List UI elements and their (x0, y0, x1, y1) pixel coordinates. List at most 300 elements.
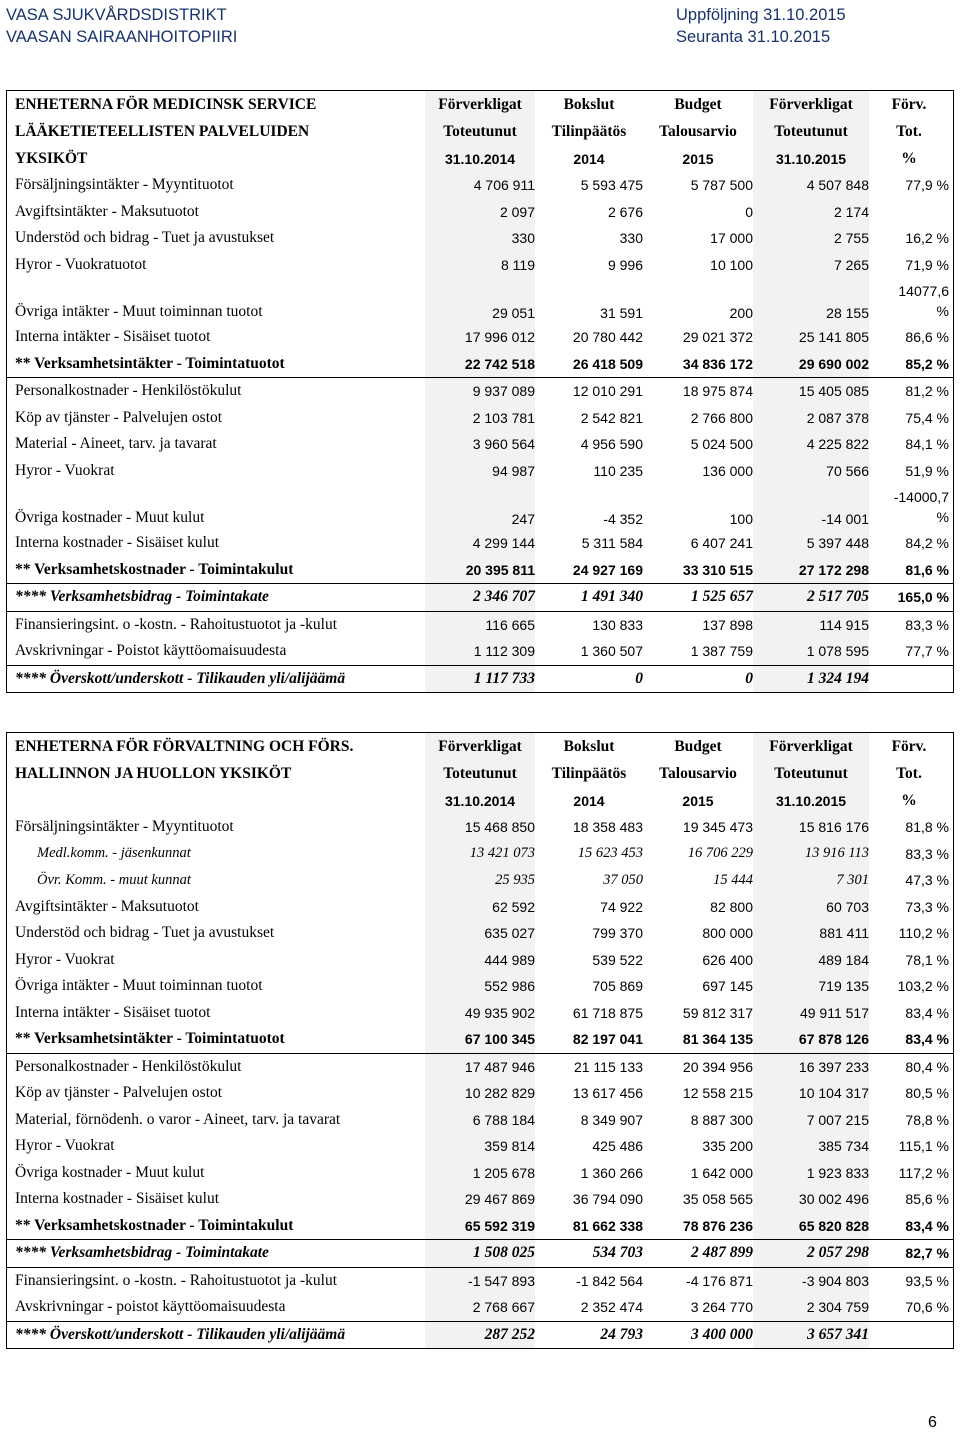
row-value: 5 397 448 (806, 535, 869, 552)
row-value: 59 812 317 (682, 1004, 753, 1021)
row-value: 7 301 (836, 871, 869, 888)
column-header: Förv. (891, 95, 927, 113)
row-value: 78,1 % (905, 951, 949, 968)
row-label: Försäljningsintäkter - Myyntituotot (15, 818, 234, 836)
row-value (869, 666, 953, 693)
column-header: Toteutunut (774, 122, 848, 140)
table-row (7, 351, 953, 378)
row-value: 626 400 (702, 951, 753, 968)
row-value: 70 566 (826, 462, 869, 479)
table-row (7, 665, 953, 693)
column-header: Toteutunut (443, 764, 517, 782)
row-value: 33 310 515 (682, 561, 753, 578)
row-value: 1 387 759 (690, 643, 753, 660)
row-label: **** Verksamhetsbidrag - Toimintakate (15, 1244, 269, 1262)
row-value: -3 904 803 (802, 1272, 869, 1289)
row-value: 1 923 833 (806, 1164, 869, 1181)
row-value: 1 078 595 (806, 643, 869, 660)
row-value: 489 184 (818, 951, 869, 968)
row-value: 1 117 733 (473, 669, 535, 687)
row-label: Köp av tjänster - Palvelujen ostot (15, 408, 223, 426)
row-value: 83,4 % (905, 1004, 949, 1021)
row-label: Försäljningsintäkter - Myyntituotot (15, 176, 234, 194)
row-value: 247 (511, 511, 535, 527)
row-value: 77,7 % (905, 643, 949, 660)
row-value: 15 623 453 (577, 845, 643, 862)
table-row (7, 458, 953, 485)
row-value: 84,1 % (905, 436, 949, 453)
row-label: Personalkostnader - Henkilöstökulut (15, 1057, 242, 1075)
header-org (6, 4, 237, 48)
row-value: 130 833 (592, 616, 643, 633)
row-value: 49 935 902 (464, 1004, 535, 1021)
row-value: 719 135 (818, 978, 869, 995)
row-value: 78 876 236 (682, 1217, 753, 1234)
row-value: 705 869 (592, 978, 643, 995)
row-value: 335 200 (702, 1138, 753, 1155)
row-value: 330 (511, 230, 535, 247)
row-value: 2 487 899 (691, 1244, 753, 1262)
row-value: 10 104 317 (798, 1085, 869, 1102)
row-value: 37 050 (603, 871, 643, 888)
row-value: 83,4 % (905, 1031, 949, 1048)
table-row (7, 1321, 953, 1349)
column-header: Tot. (896, 122, 922, 140)
row-value: 1 360 507 (580, 643, 643, 660)
header-row (7, 145, 953, 172)
row-value: 635 027 (484, 925, 535, 942)
row-value: 4 706 911 (473, 177, 535, 194)
column-header: Tot. (896, 764, 922, 782)
percent-value: 14077,6 (898, 283, 949, 299)
row-value: 5 787 500 (690, 177, 753, 194)
row-value: 2 768 667 (472, 1299, 535, 1316)
header-row (7, 91, 953, 118)
row-value: 1 205 678 (472, 1164, 535, 1181)
row-value (869, 484, 953, 530)
row-value: 15 444 (713, 871, 753, 888)
table-row (7, 920, 953, 947)
table-row (7, 1213, 953, 1240)
row-value: 165,0 % (897, 589, 949, 606)
row-value: 1 525 657 (691, 588, 753, 606)
row-value: 136 000 (702, 462, 753, 479)
row-label: Avskrivningar - poistot käyttöomaisuudesta (15, 1298, 286, 1316)
row-value: 61 718 875 (572, 1004, 643, 1021)
column-header: 2014 (573, 150, 605, 167)
row-value: 137 898 (702, 616, 753, 633)
row-label: Övriga intäkter - Muut toiminnan tuotot (15, 303, 263, 320)
row-value: 82 197 041 (572, 1031, 643, 1048)
row-value: 81,6 % (905, 561, 949, 578)
row-value (869, 199, 953, 226)
row-value: 799 370 (592, 925, 643, 942)
row-value: 359 814 (484, 1138, 535, 1155)
row-value: 5 311 584 (581, 535, 643, 552)
row-value: 86,6 % (905, 329, 949, 346)
row-label: Material - Aineet, tarv. ja tavarat (15, 435, 217, 453)
row-value: 7 007 215 (806, 1111, 869, 1128)
row-value: 83,4 % (905, 1217, 949, 1234)
row-value: 20 394 956 (682, 1058, 753, 1075)
row-value: 28 155 (826, 305, 869, 321)
row-value: 65 592 319 (464, 1217, 535, 1234)
header-row (7, 733, 953, 760)
column-header: 31.10.2014 (444, 792, 516, 809)
row-label: **** Verksamhetsbidrag - Toimintakate (15, 588, 269, 606)
row-value: 3 400 000 (691, 1325, 753, 1343)
row-label: Hyror - Vuokrat (15, 1137, 115, 1155)
table-row (7, 638, 953, 665)
row-label: Interna kostnader - Sisäiset kulut (15, 534, 220, 552)
row-value: 67 100 345 (464, 1031, 535, 1048)
report-title-finnish: Seuranta 31.10.2015 (676, 28, 831, 46)
row-value: 0 (745, 203, 753, 220)
column-header: Toteutunut (774, 764, 848, 782)
row-value: 15 468 850 (464, 819, 535, 836)
row-value: 31 591 (600, 305, 643, 321)
row-value: 70,6 % (905, 1299, 949, 1316)
row-value: 4 225 822 (806, 436, 869, 453)
row-value: 116 665 (485, 616, 535, 633)
column-header: Förverkligat (438, 95, 522, 113)
table-row (7, 278, 953, 324)
row-value: -4 352 (603, 511, 643, 527)
row-value: 2 174 (833, 203, 869, 220)
table-row (7, 225, 953, 252)
row-value: 12 558 215 (682, 1085, 753, 1102)
column-header: 2014 (573, 792, 605, 809)
row-value: 10 282 829 (464, 1085, 535, 1102)
row-value (869, 1322, 953, 1349)
row-value: 10 100 (710, 256, 753, 273)
row-label: ** Verksamhetskostnader - Toimintakulut (15, 1216, 294, 1234)
row-value: 1 324 194 (807, 669, 869, 687)
row-value: 17 996 012 (464, 329, 535, 346)
row-value: 75,4 % (905, 409, 949, 426)
row-value: 3 960 564 (472, 436, 535, 453)
column-header: Tilinpäätös (551, 764, 627, 782)
column-header: Förv. (891, 737, 927, 755)
row-value: 552 986 (484, 978, 535, 995)
header-report (676, 4, 846, 48)
row-value: 22 742 518 (464, 355, 535, 372)
column-header: Budget (674, 95, 722, 113)
row-value: 7 265 (833, 256, 869, 273)
row-label: Övriga kostnader - Muut kulut (15, 509, 205, 526)
table-row (7, 172, 953, 199)
table-row (7, 1133, 953, 1160)
row-label: Understöd och bidrag - Tuet ja avustukset (15, 924, 275, 942)
table-row (7, 1026, 953, 1053)
header-row (7, 118, 953, 145)
row-value: 51,9 % (905, 462, 949, 479)
row-value (869, 278, 953, 324)
row-value: 16,2 % (905, 230, 949, 247)
table-row (7, 867, 953, 894)
column-header: Förverkligat (769, 737, 853, 755)
table-row (7, 1053, 953, 1081)
row-value: 5 593 475 (580, 177, 643, 194)
row-label: Finansieringsint. o -kostn. - Rahoitustuotot ja -kulut (15, 615, 338, 633)
row-label: Hyror - Vuokrat (15, 461, 115, 479)
row-label: Interna intäkter - Sisäiset tuotot (15, 328, 211, 346)
row-value: 49 911 517 (799, 1004, 869, 1021)
row-value: 67 878 126 (798, 1031, 869, 1048)
row-value: 82 800 (710, 898, 753, 915)
row-value: 21 115 133 (573, 1058, 643, 1075)
row-value: 83,3 % (905, 845, 949, 862)
row-label: ** Verksamhetsintäkter - Toimintatuotot (15, 1030, 285, 1048)
row-value: 2 304 759 (806, 1299, 869, 1316)
row-value: 110 235 (593, 462, 643, 479)
table-row (7, 1267, 953, 1295)
row-value: 36 794 090 (572, 1191, 643, 1208)
row-value: 25 141 805 (798, 329, 869, 346)
row-value: 73,3 % (905, 898, 949, 915)
column-header: 2015 (682, 150, 714, 167)
column-header: % (901, 791, 917, 809)
row-value: 84,2 % (905, 535, 949, 552)
row-value: -1 842 564 (576, 1272, 643, 1289)
column-header: 31.10.2015 (775, 150, 847, 167)
row-value: 80,4 % (905, 1058, 949, 1075)
row-value: 4 299 144 (472, 535, 535, 552)
row-value: 16 706 229 (687, 845, 753, 862)
table-row (7, 252, 953, 279)
table-row (7, 199, 953, 226)
row-value: 24 927 169 (572, 561, 643, 578)
table-row (7, 1294, 953, 1321)
row-label: Personalkostnader - Henkilöstökulut (15, 382, 242, 400)
table-row (7, 1080, 953, 1107)
row-value: 2 097 (499, 203, 535, 220)
table-row (7, 431, 953, 458)
table-row (7, 377, 953, 405)
column-header: Tilinpäätös (551, 122, 627, 140)
row-value: 18 975 874 (682, 383, 753, 400)
row-value: 18 358 483 (572, 819, 643, 836)
row-value: 8 119 (501, 256, 535, 273)
row-value: 200 (729, 305, 753, 321)
row-value: 1 508 025 (473, 1244, 535, 1262)
column-header: 31.10.2015 (775, 792, 847, 809)
row-value: 444 989 (484, 951, 535, 968)
row-value: 115,1 % (898, 1138, 949, 1155)
table-title-line: ENHETERNA FÖR MEDICINSK SERVICE (15, 95, 317, 113)
table-row (7, 1160, 953, 1187)
row-value: 24 793 (600, 1325, 643, 1343)
table-row (7, 583, 953, 611)
table-title-line: YKSIKÖT (15, 149, 88, 167)
row-value: 13 617 456 (572, 1085, 643, 1102)
row-value: 2 087 378 (806, 409, 869, 426)
row-label: ** Verksamhetsintäkter - Toimintatuotot (15, 354, 285, 372)
row-value: 85,6 % (905, 1191, 949, 1208)
column-header: 31.10.2014 (444, 150, 516, 167)
row-value: 6 788 184 (472, 1111, 535, 1128)
row-value: 81 662 338 (572, 1217, 643, 1234)
row-label: ** Verksamhetskostnader - Toimintakulut (15, 560, 294, 578)
row-value: -4 176 871 (686, 1272, 753, 1289)
row-value: 93,5 % (905, 1272, 949, 1289)
row-value: 15 405 085 (798, 383, 869, 400)
row-value: 3 264 770 (690, 1299, 753, 1316)
table-row (7, 1239, 953, 1267)
row-value: 2 766 800 (690, 409, 753, 426)
row-label: Avskrivningar - Poistot käyttöomaisuudesta (15, 642, 287, 660)
row-value: 1 112 309 (473, 643, 535, 660)
row-value: 2 517 705 (807, 588, 869, 606)
row-value: 103,2 % (897, 978, 949, 995)
row-value: 65 820 828 (798, 1217, 869, 1234)
row-value: 13 916 113 (804, 845, 869, 862)
table-row (7, 611, 953, 639)
row-value: 27 172 298 (798, 561, 869, 578)
column-header: Förverkligat (769, 95, 853, 113)
table-row (7, 814, 953, 841)
row-value: 19 345 473 (682, 819, 753, 836)
column-header: Toteutunut (443, 122, 517, 140)
table-title-line: LÄÄKETIETEELLISTEN PALVELUIDEN (15, 122, 310, 140)
table-row (7, 324, 953, 351)
column-header: Bokslut (563, 95, 615, 113)
row-value: -1 547 893 (468, 1272, 535, 1289)
row-label: Hyror - Vuokratuotot (15, 255, 147, 273)
row-value: 2 057 298 (807, 1244, 869, 1262)
table-row (7, 1107, 953, 1134)
row-label: Övriga kostnader - Muut kulut (15, 1163, 205, 1181)
row-value: 100 (729, 511, 753, 527)
column-header: 2015 (682, 792, 714, 809)
row-value: 83,3 % (905, 616, 949, 633)
column-header: % (901, 149, 917, 167)
row-value: 20 780 442 (572, 329, 643, 346)
row-value: 800 000 (702, 925, 753, 942)
row-value: 1 360 266 (580, 1164, 643, 1181)
row-value: 29 690 002 (798, 355, 869, 372)
row-label: Köp av tjänster - Palvelujen ostot (15, 1084, 223, 1102)
org-name-finnish: VAASAN SAIRAANHOITOPIIRI (6, 28, 238, 46)
table-title-line: ENHETERNA FÖR FÖRVALTNING OCH FÖRS. (15, 737, 354, 755)
row-value: 287 252 (484, 1325, 535, 1343)
row-value: 534 703 (592, 1244, 643, 1262)
row-value: 1 642 000 (690, 1164, 753, 1181)
percent-sign: % (936, 509, 949, 525)
row-value: 12 010 291 (572, 383, 643, 400)
row-value: 29 467 869 (464, 1191, 535, 1208)
table-row (7, 841, 953, 868)
row-value: 4 956 590 (580, 436, 643, 453)
row-value: 6 407 241 (690, 535, 753, 552)
column-header: Förverkligat (438, 737, 522, 755)
table-row (7, 405, 953, 432)
row-label: Interna kostnader - Sisäiset kulut (15, 1190, 220, 1208)
row-value: 81 364 135 (682, 1031, 753, 1048)
row-label: Medl.komm. - jäsenkunnat (37, 845, 191, 862)
table-row (7, 557, 953, 584)
column-header: Bokslut (563, 737, 615, 755)
table-row (7, 973, 953, 1000)
row-label: Finansieringsint. o -kostn. - Rahoitustuotot ja -kulut (15, 1271, 338, 1289)
row-value: -14 001 (821, 511, 869, 527)
row-value: 47,3 % (905, 872, 949, 889)
report-title-swedish: Uppföljning 31.10.2015 (676, 6, 846, 24)
row-label: Övr. Komm. - muut kunnat (37, 871, 191, 888)
row-value: 34 836 172 (682, 355, 753, 372)
row-value: 117,2 % (898, 1164, 949, 1181)
medical-service-table (6, 90, 954, 693)
row-value: 2 346 707 (473, 588, 535, 606)
row-value: 82,7 % (905, 1245, 949, 1262)
header-row (7, 760, 953, 787)
row-value: 29 051 (492, 305, 535, 321)
row-value: 60 703 (826, 898, 869, 915)
row-label: **** Överskott/underskott - Tilikauden yli/alijäämä (15, 1325, 346, 1343)
row-value: 0 (745, 669, 753, 687)
column-header: Budget (674, 737, 722, 755)
row-value: 2 352 474 (580, 1299, 643, 1316)
row-value: 29 021 372 (682, 329, 753, 346)
row-value: 13 421 073 (469, 845, 535, 862)
row-value: 2 676 (607, 203, 643, 220)
row-value: 330 (619, 230, 643, 247)
row-value: 9 996 (607, 256, 643, 273)
row-value: 26 418 509 (572, 355, 643, 372)
row-label: Interna intäkter - Sisäiset tuotot (15, 1003, 211, 1021)
row-value: 17 000 (710, 230, 753, 247)
table-row (7, 530, 953, 557)
row-value: 2 755 (833, 230, 869, 247)
percent-value: -14000,7 (893, 489, 949, 505)
header-row (7, 787, 953, 814)
row-label: Avgiftsintäkter - Maksutuotot (15, 897, 199, 915)
table-row (7, 1186, 953, 1213)
org-name-swedish: VASA SJUKVÅRDSDISTRIKT (6, 6, 227, 24)
row-value: 385 734 (818, 1138, 869, 1155)
row-label: Understöd och bidrag - Tuet ja avustukset (15, 229, 275, 247)
percent-sign: % (936, 303, 949, 319)
row-label: Hyror - Vuokrat (15, 950, 115, 968)
row-value: 20 395 811 (465, 561, 535, 578)
row-label: Övriga intäkter - Muut toiminnan tuotot (15, 977, 263, 995)
row-value: 0 (635, 669, 643, 687)
row-value: 25 935 (495, 871, 535, 888)
row-value: 9 937 089 (472, 383, 535, 400)
table-title-line (7, 787, 425, 814)
row-value: 3 657 341 (807, 1325, 869, 1343)
row-label: Avgiftsintäkter - Maksutuotot (15, 202, 199, 220)
row-value: 16 397 233 (798, 1058, 869, 1075)
row-value: 2 103 781 (472, 409, 535, 426)
administration-table (6, 732, 954, 1349)
row-value: 85,2 % (905, 355, 949, 372)
row-value: 1 491 340 (581, 588, 643, 606)
row-value: 35 058 565 (682, 1191, 753, 1208)
table-row (7, 947, 953, 974)
column-header: Talousarvio (659, 122, 737, 140)
row-value: 110,2 % (898, 925, 949, 942)
page-number: 6 (928, 1414, 937, 1431)
row-value: 114 915 (819, 616, 869, 633)
row-value: 77,9 % (905, 177, 949, 194)
row-value: 697 145 (702, 978, 753, 995)
table-row (7, 1000, 953, 1027)
row-value: 81,8 % (905, 819, 949, 836)
row-value: 4 507 848 (806, 177, 869, 194)
table-row (7, 894, 953, 921)
row-value: 15 816 176 (798, 819, 869, 836)
